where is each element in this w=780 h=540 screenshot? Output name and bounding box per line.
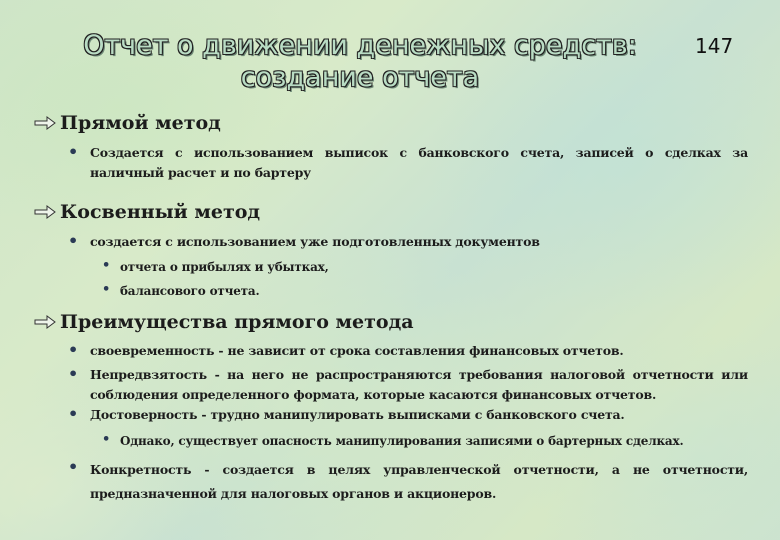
dot-bullet-icon: •: [68, 142, 79, 161]
list-item-text: Достоверность - трудно манипулировать выписками с банковского счета.: [90, 407, 625, 422]
dot-bullet-icon: •: [68, 364, 79, 383]
list-item-text: Конкретность - создается в целях управленческой отчетности, а не отчетности, предназначенной для налоговых органов и акционеров.: [90, 462, 748, 501]
list-item: [102, 431, 750, 451]
slide-title: [80, 30, 640, 94]
dot-bullet-icon: •: [68, 340, 79, 359]
list-item: [68, 364, 748, 405]
page-number: 147: [695, 34, 734, 58]
list-item: [68, 340, 748, 361]
title-line-2: создание отчета: [240, 62, 480, 93]
section-heading-label: Косвенный метод: [60, 201, 261, 223]
list-item-text: создается с использованием уже подготовленных документов: [90, 234, 540, 249]
arrow-right-icon: [34, 315, 56, 329]
section-heading-advantages: [34, 311, 414, 333]
section-heading-indirect-method: [34, 201, 260, 223]
section-heading-direct-method: [34, 112, 221, 134]
section-heading-label: Прямой метод: [60, 112, 221, 134]
arrow-right-icon: [34, 205, 56, 219]
dot-bullet-icon: •: [102, 282, 111, 297]
dot-bullet-icon: •: [68, 231, 79, 250]
list-item: [68, 457, 748, 506]
dot-bullet-icon: •: [68, 457, 79, 476]
section-heading-label: Преимущества прямого метода: [60, 311, 414, 333]
list-item-text: Однако, существует опасность манипулирования записями о бартерных сделках.: [120, 434, 684, 448]
dot-bullet-icon: •: [68, 404, 79, 423]
list-item: [68, 231, 748, 252]
list-item-text: балансового отчета.: [120, 284, 260, 298]
dot-bullet-icon: •: [102, 432, 111, 447]
list-item-text: Непредвзятость - на него не распространяются требования налоговой отчетности или соблюдения определенного формата, которые касаются финансовых отчетов.: [90, 367, 748, 402]
list-item-text: отчета о прибылях и убытках,: [120, 260, 329, 274]
list-item: [102, 257, 740, 277]
list-item: [68, 404, 748, 425]
arrow-right-icon: [34, 116, 56, 130]
list-item-text: своевременность - не зависит от срока составления финансовых отчетов.: [90, 343, 624, 358]
title-line-1: Отчет о движении денежных средств:: [83, 30, 637, 61]
list-item-text: Создается с использованием выписок с банковского счета, записей о сделках за наличный расчет и по бартеру: [90, 145, 748, 180]
list-item: [102, 281, 740, 301]
dot-bullet-icon: •: [102, 258, 111, 273]
list-item: [68, 142, 748, 183]
